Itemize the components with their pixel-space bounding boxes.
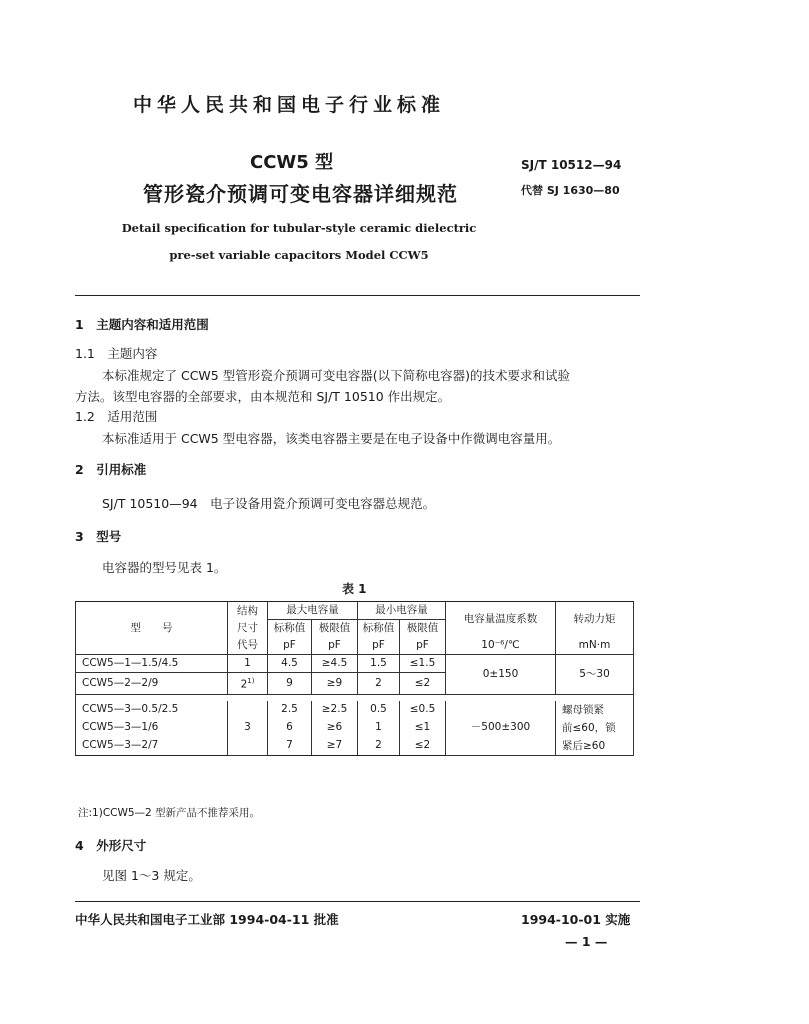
standard-category-title: 中华人民共和国电子行业标准 [133,94,446,116]
header-struct-line2: 尺寸 [237,621,258,634]
header-struct-code [228,602,268,655]
replaces-standard: 代替 SJ 1630—80 [521,184,620,197]
header-max-nominal: 标称值 [268,620,312,638]
page-number: — 1 — [565,934,608,949]
section-2-text: SJ/T 10510—94 电子设备用瓷介预调可变电容器总规范。 [102,496,436,511]
group3-torque: 螺母锁紧 前≤60，锁 紧后≥60 [556,701,634,756]
header-model: 型 号 [76,602,228,655]
unit-min-limit: pF [400,637,446,655]
section-1-1-text-line1: 本标准规定了 CCW5 型管形瓷介预调可变电容器(以下简称电容器)的技术要求和试验 [102,368,570,383]
header-struct-line3: 代号 [237,638,258,651]
header-max-capacitance: 最大电容量 [268,602,358,620]
header-min-nominal: 标称值 [358,620,400,638]
document-title-en-line1: Detail specification for tubular-style ceramic dielectric [121,221,477,235]
table-row: CCW5—3—0.5/2.5 3 2.5 ≥2.5 0.5 ≤0.5 －500±300 螺母锁紧 前≤60，锁 紧后≥60 [76,701,634,719]
document-title-en-line2: pre-set variable capacitors Model CCW5 [169,248,429,262]
model-title: CCW5 型 [250,152,334,173]
table-note: 注:1)CCW5—2 型新产品不推荐采用。 [78,807,261,819]
header-torque: 转动力矩 [556,602,634,638]
section-1-heading: 1 主题内容和适用范围 [75,317,209,332]
table-row: CCW5—2—2/9 2$^{1)}$ 9 ≥9 2 ≤2 [76,673,634,695]
header-struct-line1: 结构 [237,604,258,617]
row2-struct-code: 2$^{1)}$ [228,673,268,695]
unit-temp-coefficient: 10⁻⁶/℃ [446,637,556,655]
header-min-limit: 极限值 [400,620,446,638]
unit-torque: mN·m [556,637,634,655]
capacitor-model-table [75,601,634,756]
standard-code: SJ/T 10512—94 [521,158,622,172]
header-min-capacitance: 最小电容量 [358,602,446,620]
header-max-limit: 极限值 [312,620,358,638]
footer-divider [75,901,640,902]
header-divider [75,295,640,296]
section-4-text: 见图 1～3 规定。 [102,868,201,883]
section-1-2-heading: 1.2 适用范围 [75,409,158,424]
unit-min-nominal: pF [358,637,400,655]
unit-max-nominal: pF [268,637,312,655]
section-4-heading: 4 外形尺寸 [75,838,147,853]
section-1-1-text-line2: 方法。该型电容器的全部要求，由本规范和 SJ/T 10510 作出规定。 [75,389,451,404]
table-row: CCW5—1—1.5/4.5 1 4.5 ≥4.5 1.5 ≤1.5 0±150 5～30 [76,655,634,673]
section-3-text: 电容器的型号见表 1。 [102,560,227,575]
section-2-heading: 2 引用标准 [75,462,147,477]
approval-line: 中华人民共和国电子工业部 1994-04-11 批准 [75,912,339,927]
implementation-date: 1994-10-01 实施 [521,912,631,927]
section-1-2-text: 本标准适用于 CCW5 型电容器，该类电容器主要是在电子设备中作微调电容量用。 [102,431,561,446]
table-row: CCW5—3—2/7 7 ≥7 2 ≤2 [76,736,634,755]
group3-temp-coefficient: －500±300 [446,701,556,756]
group12-temp-coefficient: 0±150 [446,655,556,695]
header-temp-coefficient: 电容量温度系数 [446,602,556,638]
group12-torque: 5～30 [556,655,634,695]
document-title-cn: 管形瓷介预调可变电容器详细规范 [143,182,458,206]
section-3-heading: 3 型号 [75,529,122,544]
table-caption: 表 1 [342,582,367,596]
table-row: CCW5—3—1/6 6 ≥6 1 ≤1 [76,718,634,736]
section-1-1-heading: 1.1 主题内容 [75,346,158,361]
unit-max-limit: pF [312,637,358,655]
footnote-marker: 1) [247,677,255,685]
group3-struct-code: 3 [228,701,268,756]
